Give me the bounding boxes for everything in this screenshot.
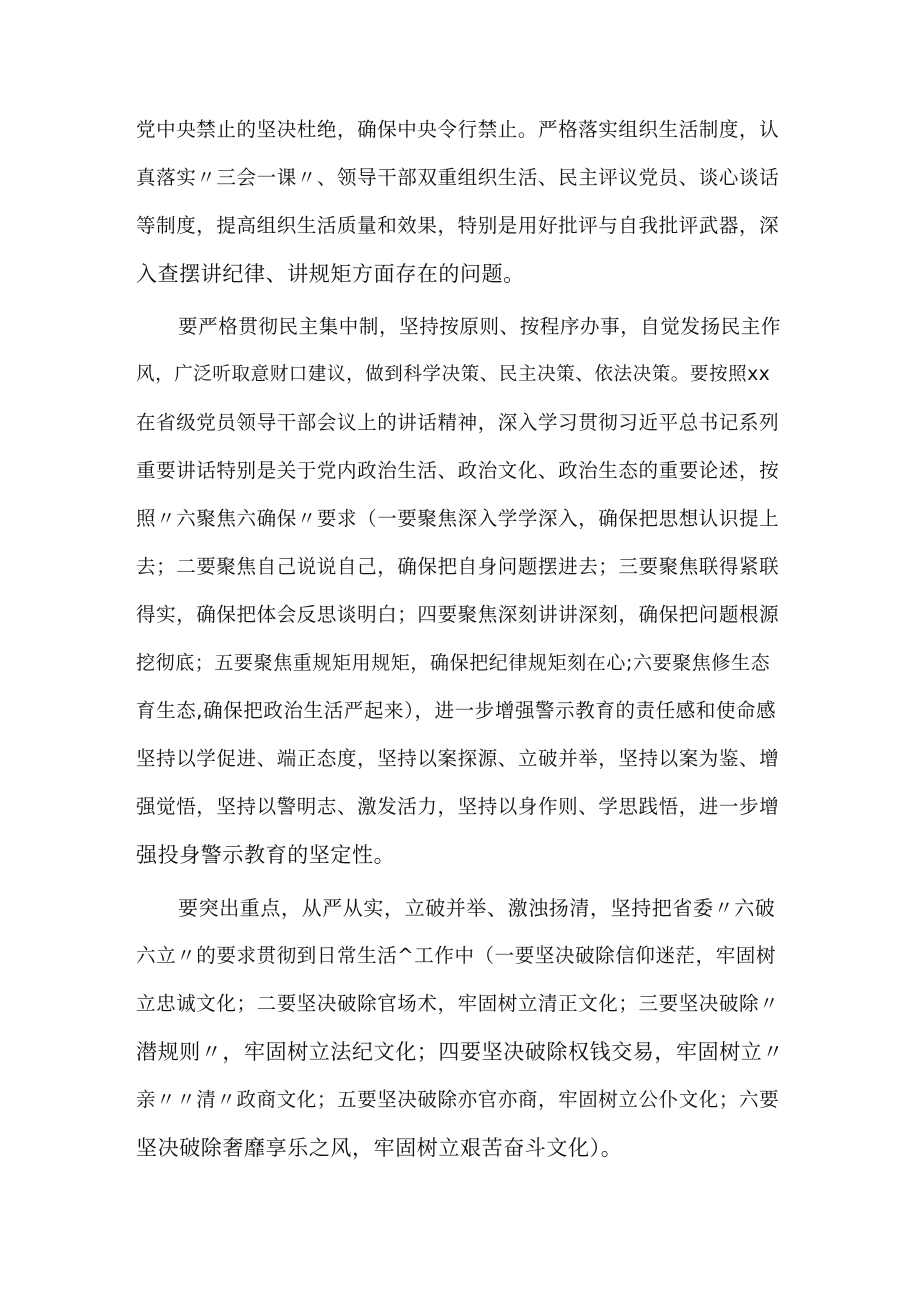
text-line: 强投身警示教育的坚定性。	[136, 843, 396, 867]
text-line: 潜规则〃，牢固树立法纪文化；四要坚决破除权钱交易，牢固树立〃	[136, 1040, 784, 1064]
text-line: 六立〃的要求贯彻到日常生活^工作中（一要坚决破除信仰迷茫，牢固树	[136, 944, 777, 967]
text-line: 要突出重点，从严从实，立破并举、激浊扬清，坚持把省委〃六破	[178, 896, 776, 920]
text-line: 真落实〃三会一课〃、领导干部双重组织生活、民主评议党员、谈心谈话	[136, 166, 780, 189]
text-line: 挖彻底；五要聚焦重规矩用规矩，确保把纪律规矩刻在心;六要聚焦修生态	[136, 652, 771, 674]
text-line: 强觉悟，坚持以警明志、激发活力，坚持以身作则、学思践悟，进一步增	[136, 795, 780, 818]
text-line: 得实，确保把体会反思谈明白；四要聚焦深刻讲讲深刻，确保把问题根源	[136, 603, 780, 626]
text-line: 重要讲话特别是关于党内政治生活、政治文化、政治生态的重要论述，按	[136, 459, 780, 482]
text-line: 立忠诚文化；二要坚决破除官场术，牢固树立清正文化；三要坚决破除〃	[136, 992, 780, 1015]
text-line: 等制度，提高组织生活质量和效果，特别是用好批评与自我批评武器，深	[136, 214, 780, 237]
text-line: 照〃六聚焦六确保〃要求（一要聚焦深入学学深入，确保把思想认识提上	[136, 507, 780, 530]
text-line: 亲〃〃清〃政商文化；五要坚决破除亦官亦商，牢固树立公仆文化；六要	[136, 1088, 780, 1111]
text-line: 入查摆讲纪律、讲规矩方面存在的问题。	[136, 262, 525, 286]
text-line: 坚持以学促进、端正态度，坚持以案探源、立破并举，坚持以案为鉴、增	[136, 747, 780, 770]
text-line: 风，广泛听取意财口建议，做到科学决策、民主决策、依法决策。要按照xx	[136, 364, 771, 385]
text-line: 育生态,确保把政治生活严起来），进一步增强警示教育的责任感和使命感	[136, 699, 777, 722]
text-line: 要严格贯彻民主集中制，坚持按原则、按程序办事，自觉发扬民主作	[178, 315, 782, 338]
text-line: 党中央禁止的坚决杜绝，确保中央令行禁止。严格落实组织生活制度，认	[136, 118, 780, 141]
text-line: 在省级党员领导干部会议上的讲话精神，深入学习贯彻习近平总书记系列	[136, 411, 780, 434]
text-line: 去；二要聚焦自己说说自己，确保把自身问题摆进去；三要聚焦联得紧联	[136, 555, 780, 578]
text-line: 坚决破除奢靡享乐之风，牢固树立艰苦奋斗文化）。	[136, 1136, 623, 1160]
